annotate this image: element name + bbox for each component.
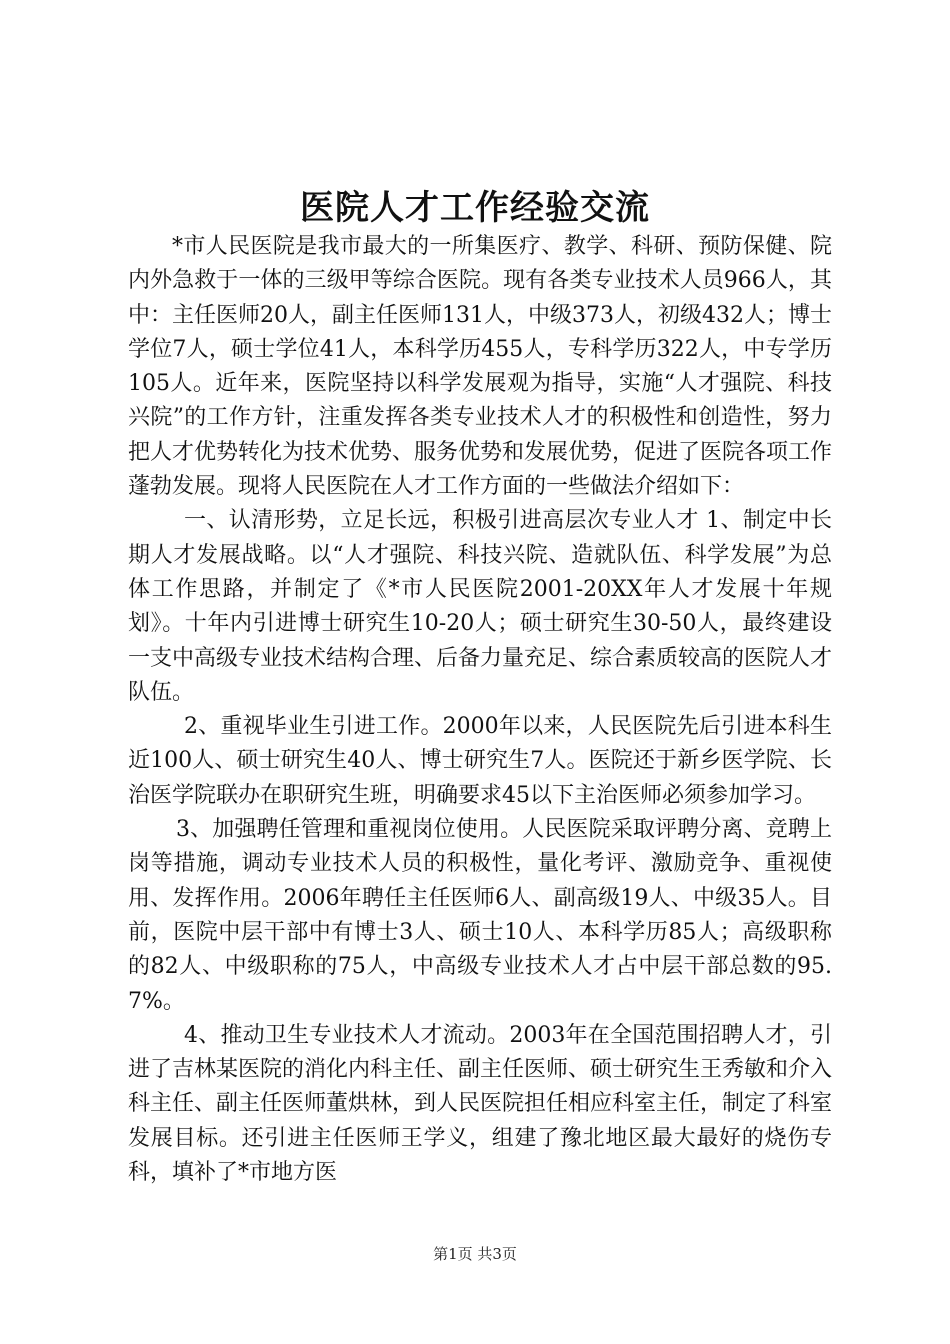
- paragraph-item-4: 4、推动卫生专业技术人才流动。2003年在全国范围招聘人才，引进了吉林某医院的消化内科主任、副主任医师、硕士研究生王秀敏和介入科主任、副主任医师董烘林，到人民医院担任相应科室主任，制定了科室发展目标。还引进主任医师王学义，组建了豫北地区最大最好的烧伤专科，填补了*市地方医: [128, 1022, 833, 1186]
- paragraph-section-1: 一、认清形势，立足长远，积极引进高层次专业人才 1、制定中长期人才发展战略。以“人才强院、科技兴院、造就队伍、科学发展”为总体工作思路，并制定了《*市人民医院2001-20XX年人才发展十年规划》。十年内引进博士研究生10-20人；硕士研究生30-50人，最终建设一支中高级专业技术结构合理、后备力量充足、综合素质较高的医院人才队伍。: [128, 508, 833, 705]
- paragraph-intro: *市人民医院是我市最大的一所集医疗、教学、科研、预防保健、院内外急救于一体的三级甲等综合医院。现有各类专业技术人员966人，其中：主任医师20人，副主任医师131人，中级373人，初级432人；博士学位7人，硕士学位41人，本科学历455人，专科学历322人，中专学历105人。近年来，医院坚持以科学发展观为指导，实施“人才强院、科技兴院”的工作方针，注重发挥各类专业技术人才的积极性和创造性，努力把人才优势转化为技术优势、服务优势和发展优势，促进了医院各项工作蓬勃发展。现将人民医院在人才工作方面的一些做法介绍如下：: [128, 234, 833, 500]
- document-title: 医院人才工作经验交流: [300, 188, 650, 228]
- paragraph-item-3: 3、加强聘任管理和重视岗位使用。人民医院采取评聘分离、竞聘上岗等措施，调动专业技术人员的积极性，量化考评、激励竞争、重视使用、发挥作用。2006年聘任主任医师6人、副高级19人、中级35人。目前，医院中层干部中有博士3人、硕士10人、本科学历85人；高级职称的82人、中级职称的75人，中高级专业技术人才占中层干部总数的95.7%。: [128, 817, 832, 1014]
- page-number-footer: 第1页 共3页: [433, 1245, 517, 1263]
- document-body: [128, 230, 832, 1190]
- paragraph-item-2: 2、重视毕业生引进工作。2000年以来，人民医院先后引进本科生近100人、硕士研究生40人、博士研究生7人。医院还于新乡医学院、长治医学院联办在职研究生班，明确要求45以下主治医师必须参加学习。: [128, 714, 832, 808]
